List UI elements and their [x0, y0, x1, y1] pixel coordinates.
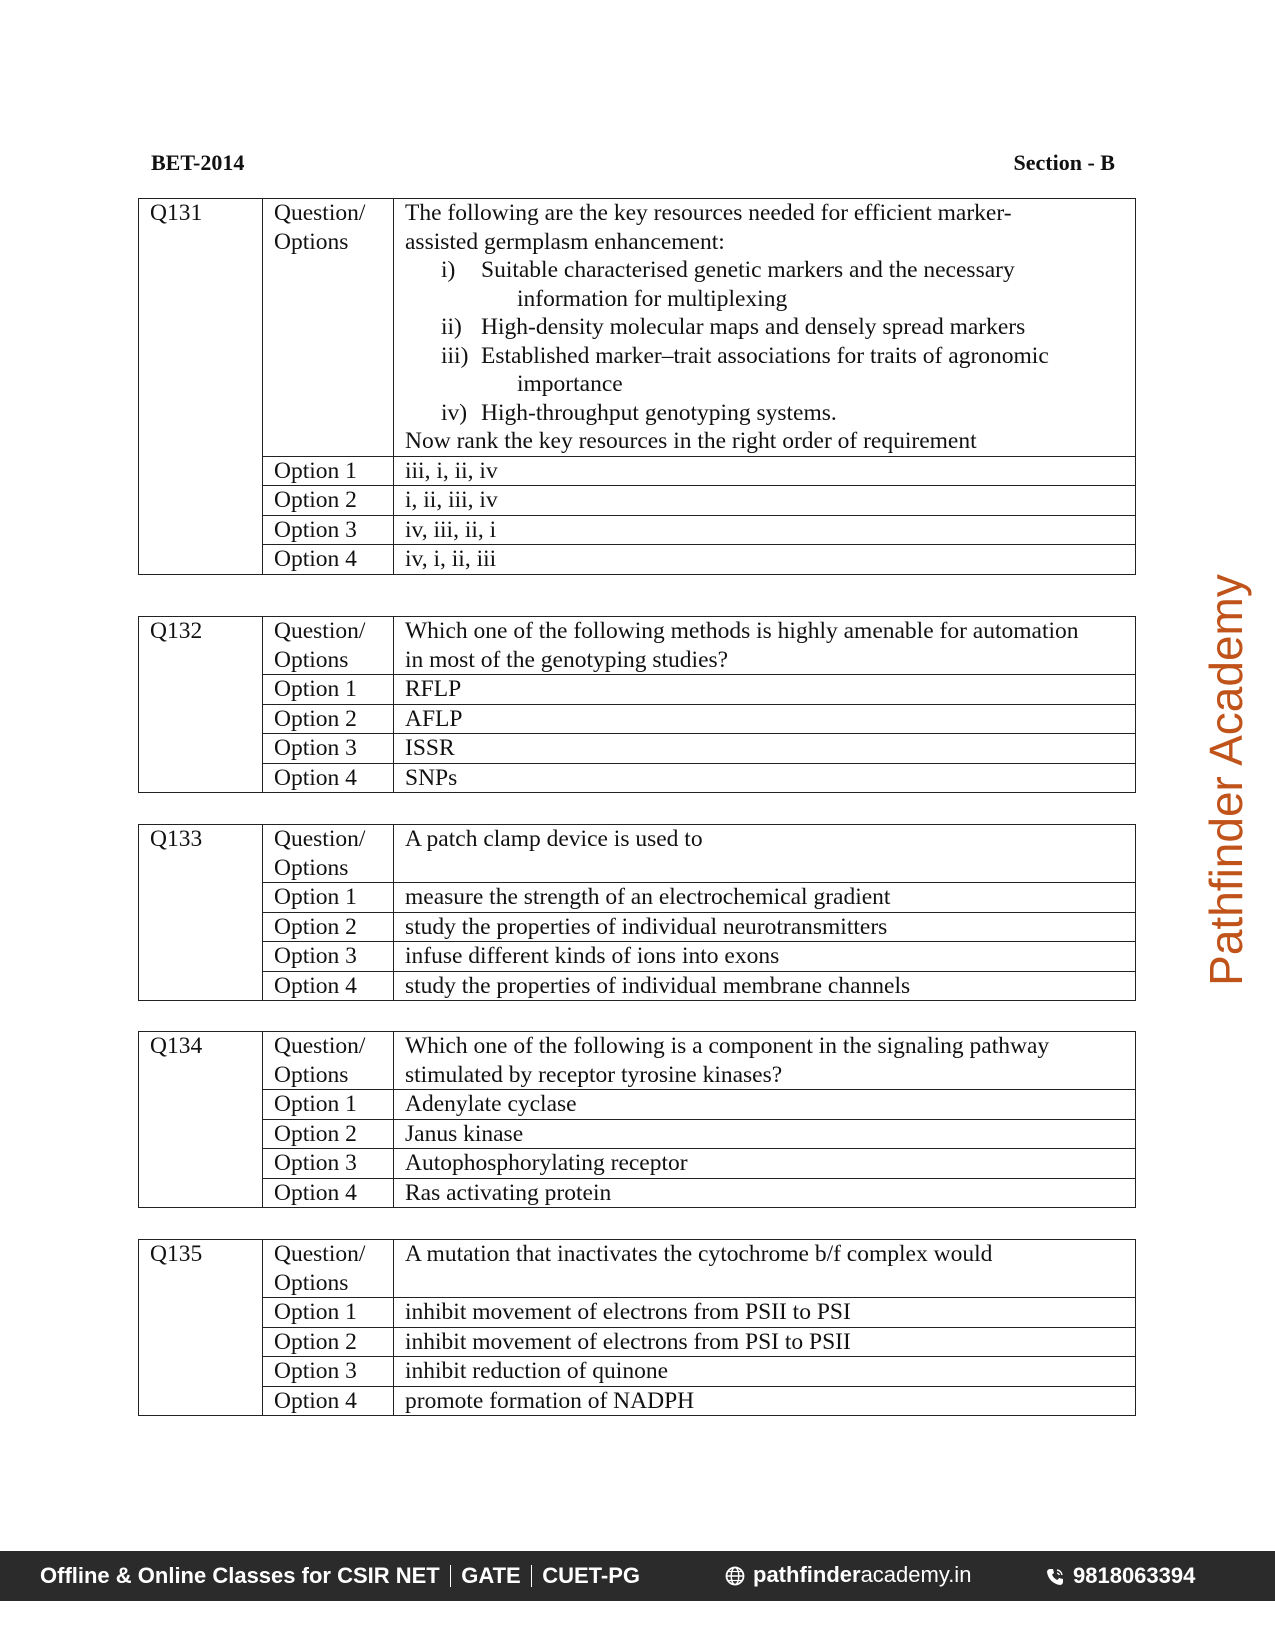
phone-icon: [1045, 1567, 1065, 1587]
question-table-q135: [138, 1239, 1136, 1416]
option-label: Option 1: [263, 456, 394, 486]
option-text: ISSR: [394, 734, 1136, 764]
option-label: Option 4: [263, 545, 394, 575]
option-row: [139, 704, 1136, 734]
question-stem: The following are the key resources needed for efficient marker- assisted germplasm enhancement: i) Suitable characterised genetic markers and the necessary information for multiplexing ii) High-density molecular maps and densely spread markers iii) Established marker–trait associations for traits of agronomic importance iv) High-throughput genotyping systems. Now rank the key resources in the right order of requirement: [394, 199, 1136, 457]
watermark: Pathfinder Academy: [1200, 574, 1252, 986]
option-row: [139, 1090, 1136, 1120]
header-left: BET-2014: [151, 150, 245, 175]
option-label: Option 1: [263, 675, 394, 705]
option-row: [139, 971, 1136, 1001]
footer-website[interactable]: [725, 1562, 971, 1588]
option-row: [139, 763, 1136, 793]
divider: [450, 1565, 452, 1587]
option-row: [139, 912, 1136, 942]
list-item: ii) High-density molecular maps and densely spread markers: [441, 314, 1026, 340]
footer-classes: [40, 1563, 640, 1589]
option-label: Option 1: [263, 883, 394, 913]
question-table-q132: [138, 616, 1136, 793]
option-label: Option 4: [263, 763, 394, 793]
option-text: study the properties of individual neurotransmitters: [394, 912, 1136, 942]
option-text: RFLP: [394, 675, 1136, 705]
option-text: iv, iii, ii, i: [394, 515, 1136, 545]
option-text: AFLP: [394, 704, 1136, 734]
list-item: iii) Established marker–trait associations for traits of agronomic importance: [441, 342, 1049, 397]
option-label: Option 4: [263, 971, 394, 1001]
question-number: Q135: [139, 1240, 263, 1416]
divider: [531, 1565, 533, 1587]
option-row: [139, 883, 1136, 913]
option-row: [139, 1149, 1136, 1179]
question-label: Question/ Options: [263, 617, 394, 675]
option-label: Option 3: [263, 942, 394, 972]
option-label: Option 3: [263, 1149, 394, 1179]
option-row: [139, 1386, 1136, 1416]
question-stem: A patch clamp device is used to: [394, 825, 1136, 883]
footer-gate: GATE: [461, 1563, 521, 1588]
option-text: Janus kinase: [394, 1119, 1136, 1149]
option-text: promote formation of NADPH: [394, 1386, 1136, 1416]
question-label: Question/ Options: [263, 1240, 394, 1298]
question-number: Q133: [139, 825, 263, 1001]
question-number: Q134: [139, 1032, 263, 1208]
option-label: Option 2: [263, 1119, 394, 1149]
footer-phone[interactable]: [1045, 1563, 1195, 1589]
website-bold: pathfinder: [753, 1562, 861, 1587]
option-text: iv, i, ii, iii: [394, 545, 1136, 575]
option-text: Adenylate cyclase: [394, 1090, 1136, 1120]
option-text: Ras activating protein: [394, 1178, 1136, 1208]
website-light: academy.in: [860, 1562, 972, 1587]
option-row: [139, 1357, 1136, 1387]
option-row: [139, 1119, 1136, 1149]
footer-cuet: CUET-PG: [542, 1563, 641, 1588]
option-row: [139, 545, 1136, 575]
phone-number: 9818063394: [1073, 1563, 1196, 1588]
footer-bar: [0, 1551, 1275, 1601]
option-row: [139, 1178, 1136, 1208]
question-label: Question/ Options: [263, 1032, 394, 1090]
option-row: [139, 1298, 1136, 1328]
footer-classes-text: Offline & Online Classes for CSIR NET: [40, 1563, 440, 1588]
option-text: inhibit movement of electrons from PSI to PSII: [394, 1327, 1136, 1357]
option-row: [139, 734, 1136, 764]
question-table-q134: [138, 1031, 1136, 1208]
question-stem: A mutation that inactivates the cytochrome b/f complex would: [394, 1240, 1136, 1298]
question-number: Q131: [139, 199, 263, 575]
list-item: i) Suitable characterised genetic markers and the necessary information for multiplexing: [441, 257, 1015, 312]
globe-icon: [725, 1566, 745, 1586]
question-stem: Which one of the following is a component in the signaling pathway stimulated by receptor tyrosine kinases?: [394, 1032, 1136, 1090]
option-label: Option 3: [263, 1357, 394, 1387]
option-label: Option 4: [263, 1178, 394, 1208]
option-row: [139, 486, 1136, 516]
question-number: Q132: [139, 617, 263, 793]
question-table-q131: [138, 198, 1136, 575]
option-label: Option 3: [263, 734, 394, 764]
option-row: [139, 515, 1136, 545]
option-label: Option 2: [263, 1327, 394, 1357]
option-text: inhibit movement of electrons from PSII to PSI: [394, 1298, 1136, 1328]
list-item: iv) High-throughput genotyping systems.: [441, 399, 837, 426]
option-row: [139, 942, 1136, 972]
option-label: Option 1: [263, 1090, 394, 1120]
option-text: SNPs: [394, 763, 1136, 793]
question-stem: Which one of the following methods is highly amenable for automation in most of the genotyping studies?: [394, 617, 1136, 675]
option-label: Option 1: [263, 1298, 394, 1328]
option-label: Option 2: [263, 486, 394, 516]
option-text: inhibit reduction of quinone: [394, 1357, 1136, 1387]
option-text: i, ii, iii, iv: [394, 486, 1136, 516]
question-table-q133: [138, 824, 1136, 1001]
option-text: study the properties of individual membrane channels: [394, 971, 1136, 1001]
question-label: Question/ Options: [263, 825, 394, 883]
option-label: Option 3: [263, 515, 394, 545]
option-label: Option 2: [263, 704, 394, 734]
option-row: [139, 675, 1136, 705]
option-text: Autophosphorylating receptor: [394, 1149, 1136, 1179]
option-row: [139, 1327, 1136, 1357]
option-row: [139, 456, 1136, 486]
option-text: iii, i, ii, iv: [394, 456, 1136, 486]
option-label: Option 2: [263, 912, 394, 942]
header-right: Section - B: [1013, 150, 1115, 175]
option-label: Option 4: [263, 1386, 394, 1416]
option-text: infuse different kinds of ions into exons: [394, 942, 1136, 972]
question-label: Question/ Options: [263, 199, 394, 457]
option-text: measure the strength of an electrochemical gradient: [394, 883, 1136, 913]
